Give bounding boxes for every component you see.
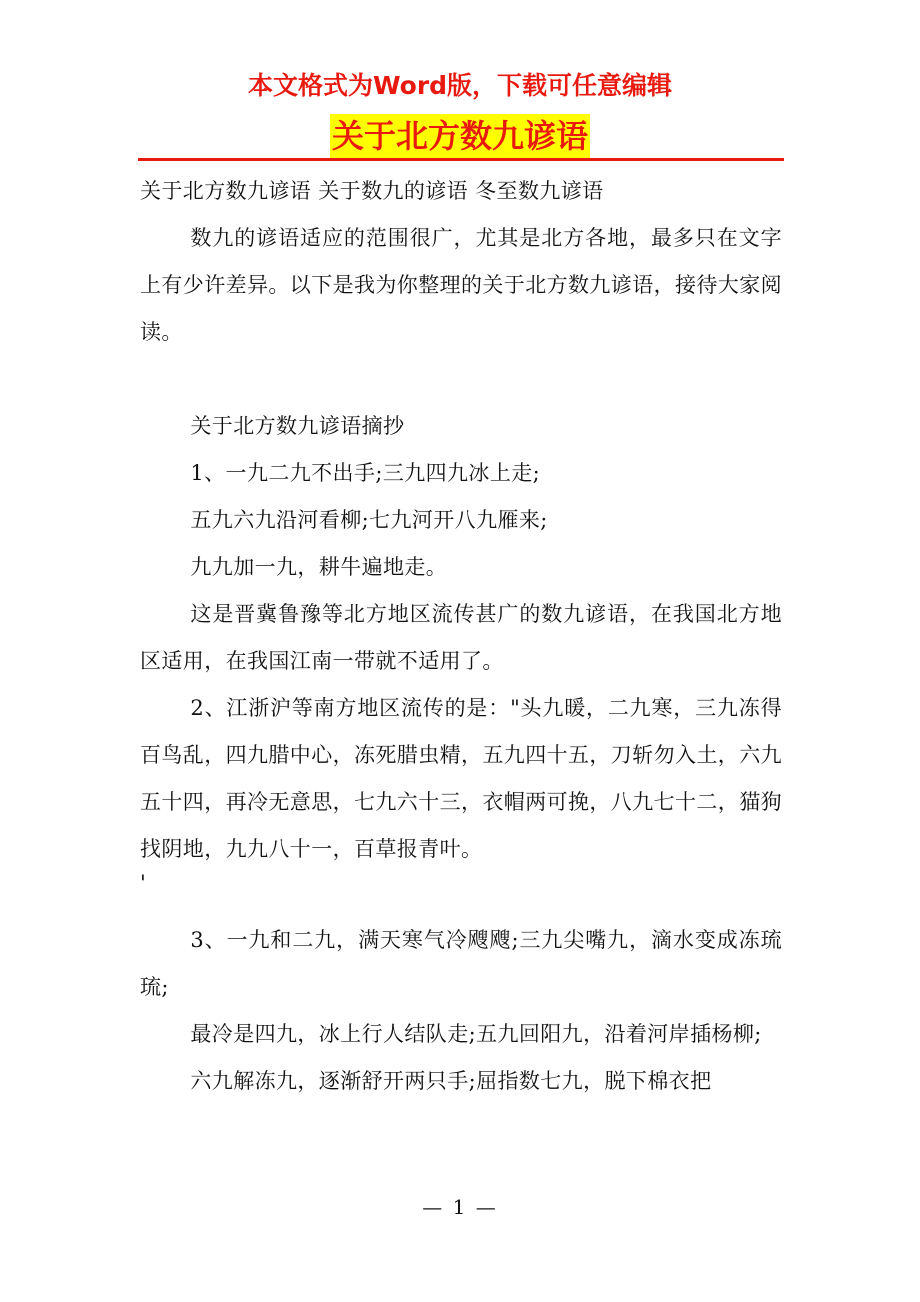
- section-heading: 关于北方数九谚语摘抄: [190, 414, 405, 438]
- title-divider: [138, 158, 784, 161]
- item1-line1: 1、一九二九不出手;三九四九冰上走;: [190, 461, 541, 485]
- document-body: [140, 168, 782, 1105]
- document-title: 关于北方数九谚语: [330, 114, 590, 158]
- item3-line2: 最冷是四九，冰上行人结队走;五九回阳九，沿着河岸插杨柳;: [190, 1022, 762, 1046]
- item1-note: 这是晋冀鲁豫等北方地区流传甚广的数九谚语，在我国北方地区适用，在我国江南一带就不适用了。: [140, 602, 782, 673]
- intro-paragraph: 数九的谚语适应的范围很广，尤其是北方各地，最多只在文字上有少许差异。以下是我为你整理的关于北方数九谚语，接待大家阅读。: [140, 226, 782, 344]
- item1-line2: 五九六九沿河看柳;七九河开八九雁来;: [190, 508, 548, 532]
- paragraph-gap: [140, 356, 782, 403]
- page-number: — 1 —: [422, 1195, 498, 1219]
- item3-line3: 六九解冻九，逐渐舒开两只手;屈指数七九，脱下棉衣把: [190, 1069, 712, 1093]
- keywords-line: 关于北方数九谚语 关于数九的谚语 冬至数九谚语: [140, 179, 604, 203]
- download-banner: 本文格式为Word版，下载可任意编辑: [247, 71, 673, 100]
- item1-line3: 九九加一九，耕牛遍地走。: [190, 555, 448, 579]
- title-container: [0, 114, 920, 158]
- item3-line1: 3、一九和二九，满天寒气冷飕飕;三九尖嘴九，滴水变成冻琉琉;: [140, 928, 782, 999]
- item2-closing-quote: ': [140, 871, 147, 895]
- item2-paragraph: 2、江浙沪等南方地区流传的是："头九暖，二九寒，三九冻得百鸟乱，四九腊中心，冻死腊虫精，五九四十五，刀斩勿入土，六九五十四，再冷无意思，七九六十三，衣帽两可挽，八九七十二，猫狗找阴地，九九八十一，百草报青叶。: [140, 696, 782, 861]
